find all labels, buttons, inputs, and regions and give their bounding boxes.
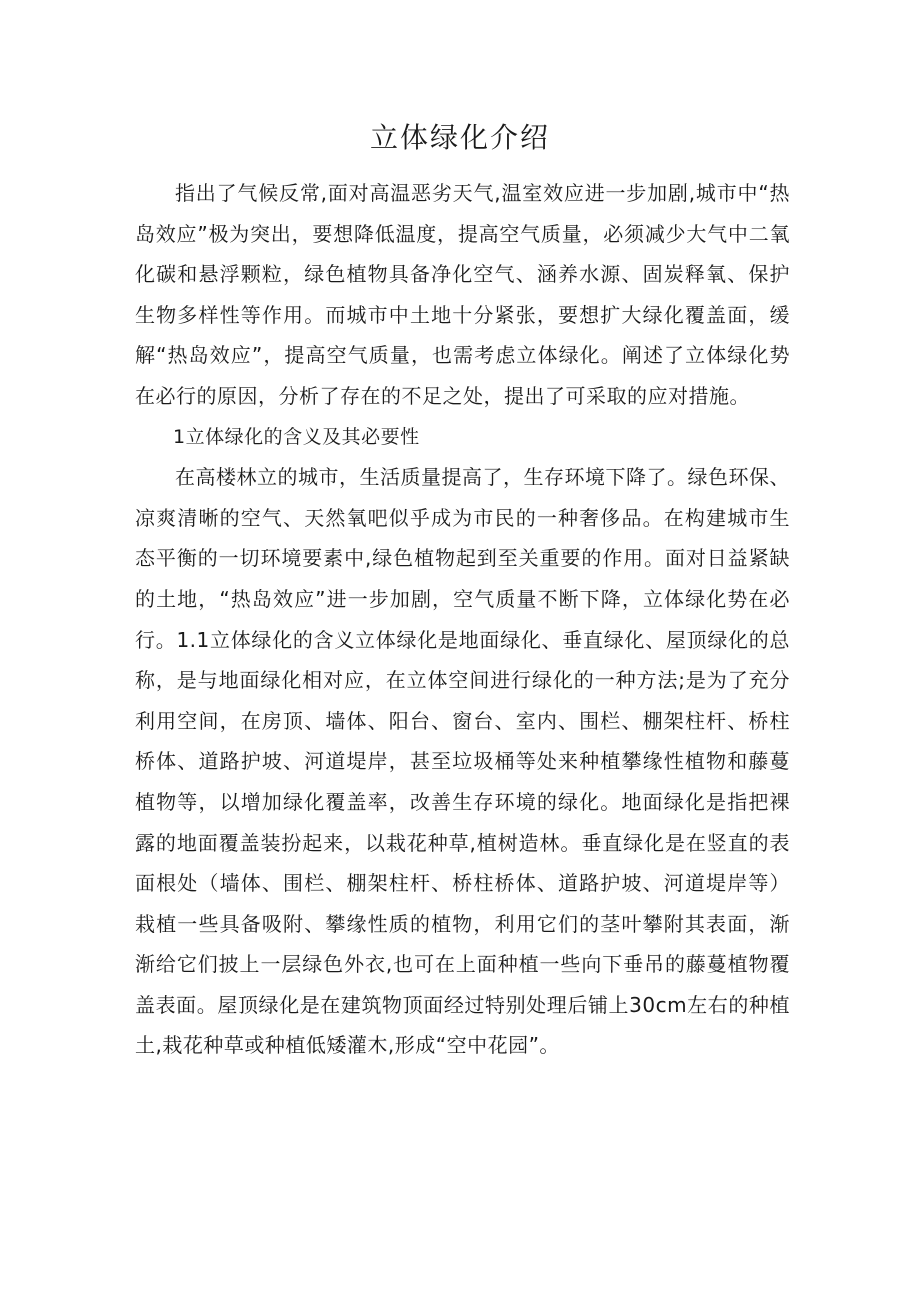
document-body bbox=[135, 173, 790, 1066]
section-heading: 1立体绿化的含义及其必要性 bbox=[173, 425, 420, 448]
document-title: 立体绿化介绍 bbox=[369, 121, 550, 154]
body-paragraph: 在高楼林立的城市，生活质量提高了，生存环境下降了。绿色环保、凉爽清晰的空气、天然氧吧似乎成为市民的一种奢侈品。在构建城市生态平衡的一切环境要素中,绿色植物起到至关重要的作用。面对日益紧缺的土地，“热岛效应”进一步加剧，空气质量不断下降，立体绿化势在必行。1.1立体绿化的含义立体绿化是地面绿化、垂直绿化、屋顶绿化的总称，是与地面绿化相对应，在立体空间进行绿化的一种方法;是为了充分利用空间，在房顶、墙体、阳台、窗台、室内、围栏、棚架柱杆、桥柱桥体、道路护坡、河道堤岸，甚至垃圾桶等处来种植攀缘性植物和藤蔓植物等，以增加绿化覆盖率，改善生存环境的绿化。地面绿化是指把裸露的地面覆盖装扮起来，以栽花种草,植树造林。垂直绿化是在竖直的表面根处（墙体、围栏、棚架柱杆、桥柱桥体、道路护坡、河道堤岸等）栽植一些具备吸附、攀缘性质的植物，利用它们的茎叶攀附其表面，渐渐给它们披上一层绿色外衣,也可在上面种植一些向下垂吊的藤蔓植物覆盖表面。屋顶绿化是在建筑物顶面经过特别处理后铺上30cm左右的种植土,栽花种草或种植低矮灌木,形成“空中花园”。 bbox=[135, 465, 790, 1058]
intro-paragraph: 指出了气候反常,面对高温恶劣天气,温室效应进一步加剧,城市中“热岛效应”极为突出，要想降低温度，提高空气质量，必须减少大气中二氧化碳和悬浮颗粒，绿色植物具备净化空气、涵养水源、固炭释氧、保护生物多样性等作用。而城市中土地十分紧张，要想扩大绿化覆盖面，缓解“热岛效应”，提高空气质量，也需考虑立体绿化。阐述了立体绿化势在必行的原因，分析了存在的不足之处，提出了可采取的应对措施。 bbox=[135, 181, 790, 408]
